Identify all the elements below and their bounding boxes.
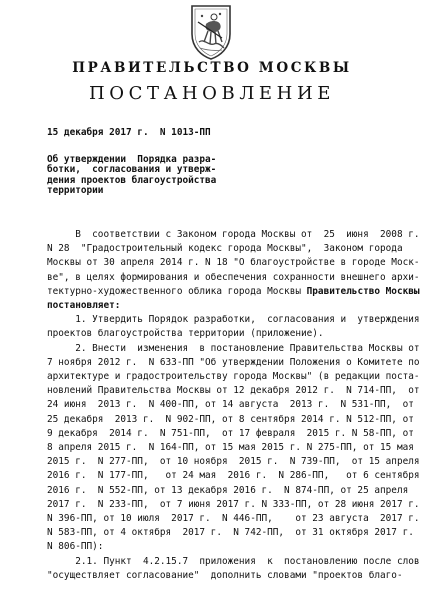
- subject-line: территории: [47, 185, 104, 197]
- body-line: 2016 г. N 552-ПП, от 13 декабря 2016 г. N 874-ПП, от 25 апреля: [47, 484, 409, 496]
- body-line: N 806-ПП):: [47, 541, 104, 553]
- body-line: 2017 г. N 233-ПП, от 7 июня 2017 г. N 333-ПП, от 28 июня 2017 г.: [47, 498, 420, 510]
- body-line: 2015 г. N 277-ПП, от 10 ноября 2015 г. N 739-ПП, от 15 апреля: [47, 456, 420, 468]
- body-line: 24 июня 2013 г. N 400-ПП, от 14 августа 2013 г. N 531-ПП, от: [47, 399, 414, 411]
- body-line: 7 ноября 2012 г. N 633-ПП "Об утверждении Положения о Комитете по: [47, 356, 420, 368]
- body-line: 2.1. Пункт 4.2.15.7 приложения к постановлению после слов: [47, 555, 420, 567]
- body-line: ве", в целях формирования и обеспечения сохранности внешнего архи-: [47, 271, 420, 283]
- subject-line: дения проектов благоустройства: [47, 174, 217, 186]
- body-line: В соответствии с Законом города Москвы от 25 июня 2008 г.: [47, 229, 420, 240]
- body-line: [47, 285, 420, 299]
- document-body: [47, 228, 420, 583]
- body-line: 2016 г. N 177-ПП, от 24 мая 2016 г. N 286-ПП, от 6 сентября: [47, 470, 420, 482]
- date-and-number: 15 декабря 2017 г. N 1013-ПП: [47, 127, 211, 138]
- resolves-heading: постановляет:: [47, 300, 121, 312]
- organization-title: ПРАВИТЕЛЬСТВО МОСКВЫ: [72, 60, 352, 76]
- body-line: 2. Внести изменения в постановление Правительства Москвы от: [47, 342, 420, 354]
- moscow-coat-of-arms-icon: [184, 4, 238, 60]
- body-line: Москвы от 30 апреля 2014 г. N 18 "О благоустройстве в городе Моск-: [47, 257, 420, 269]
- body-line: "осуществляет согласование" дополнить словами "проектов благо-: [47, 569, 403, 581]
- document-type-title: ПОСТАНОВЛЕНИЕ: [88, 83, 336, 104]
- body-line: 25 декабря 2013 г. N 902-ПП, от 8 сентября 2014 г. N 512-ПП, от: [47, 413, 414, 425]
- body-line: 1. Утвердить Порядок разработки, согласования и утверждения: [47, 314, 420, 326]
- body-line: новлений Правительства Москвы от 12 декабря 2012 г. N 714-ПП, от: [47, 385, 420, 397]
- body-line: проектов благоустройства территории (приложение).: [47, 328, 324, 340]
- body-line: N 396-ПП, от 10 июля 2017 г. N 446-ПП, от 23 августа 2017 г.: [47, 513, 420, 525]
- body-line: 9 декабря 2014 г. N 751-ПП, от 17 февраля 2015 г. N 58-ПП, от: [47, 427, 414, 439]
- body-line: 8 апреля 2015 г. N 164-ПП, от 15 мая 2015 г. N 275-ПП, от 15 мая: [47, 442, 414, 454]
- subject-line: Об утверждении Порядка разра-: [47, 154, 217, 165]
- body-line: N 583-ПП, от 4 октября 2017 г. N 742-ПП, от 31 октября 2017 г.: [47, 527, 414, 539]
- body-line: N 28 "Градостроительный кодекс города Москвы", Законом города: [47, 243, 403, 255]
- document-subject: [47, 155, 216, 197]
- body-line: архитектуре и градостроительству города Москвы" (в редакции поста-: [47, 371, 420, 383]
- government-name-bold: Правительство Москвы: [306, 285, 420, 297]
- body-text: тектурно-художественного облика города Москвы: [47, 285, 307, 297]
- subject-line: ботки, согласования и утверж-: [47, 164, 217, 176]
